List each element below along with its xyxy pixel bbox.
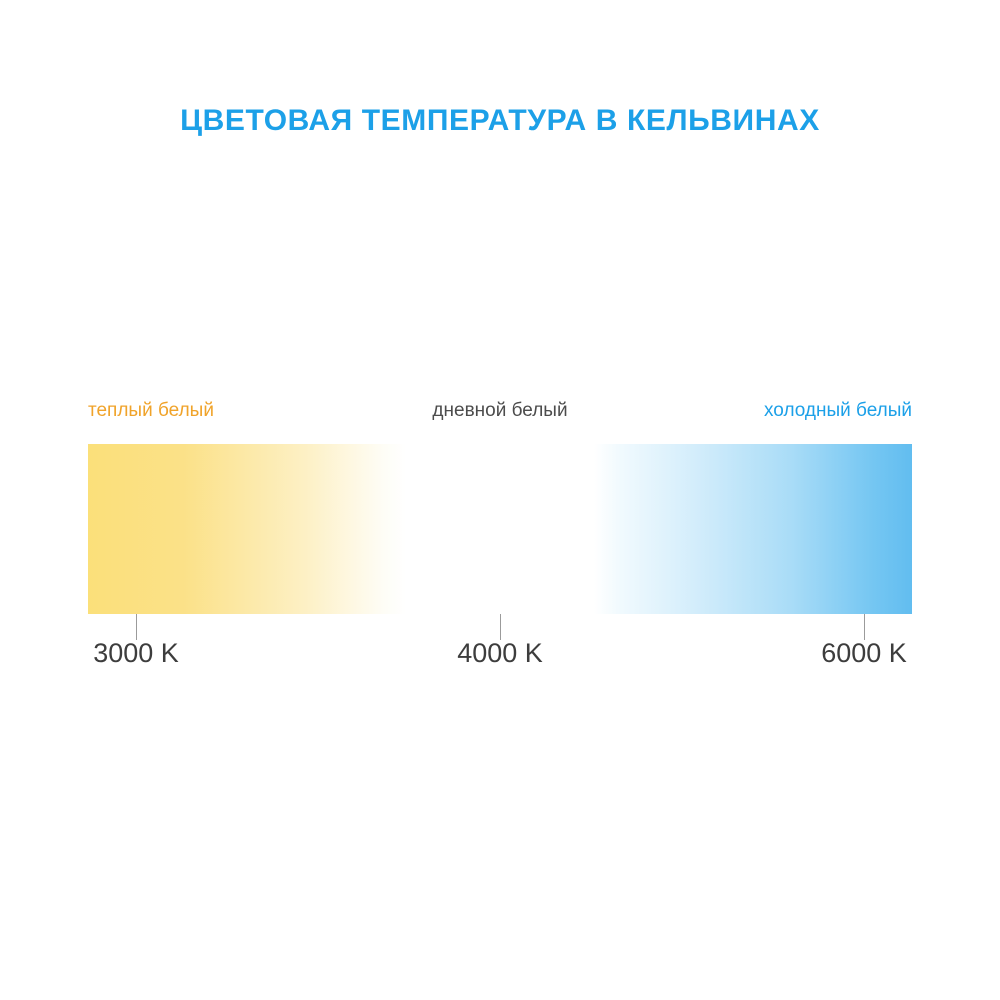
gradient-bars xyxy=(88,444,912,614)
color-temperature-scale xyxy=(88,400,912,690)
value-3000k: 3000 K xyxy=(93,638,179,668)
value-4000k: 4000 K xyxy=(457,638,543,668)
label-warm-white: теплый белый xyxy=(88,400,214,421)
scale-values xyxy=(88,638,912,678)
label-cold-white: холодный белый xyxy=(764,400,912,421)
tick-3000k xyxy=(136,614,137,640)
tick-6000k xyxy=(864,614,865,640)
scale-labels xyxy=(88,400,912,434)
label-daylight-white: дневной белый xyxy=(432,400,568,421)
warm-white-gradient-bar xyxy=(88,444,406,614)
value-6000k: 6000 K xyxy=(821,638,907,668)
page-title: ЦВЕТОВАЯ ТЕМПЕРАТУРА В КЕЛЬВИНАХ xyxy=(180,104,820,137)
cold-white-gradient-bar xyxy=(594,444,912,614)
tick-4000k xyxy=(500,614,501,640)
